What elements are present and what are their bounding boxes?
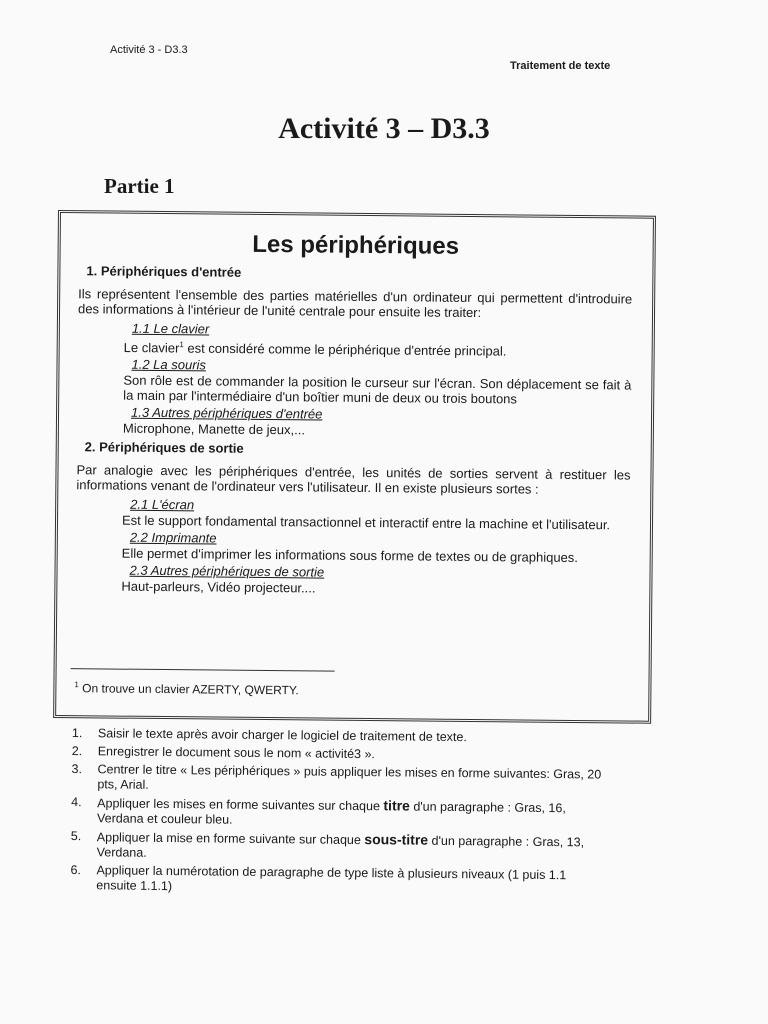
subsection-2-1-text: Est le support fondamental transactionnel et interactif entre la machine et l'utilisateur.	[121, 512, 611, 533]
header-right: Traitement de texte	[510, 60, 611, 72]
list-item: 2. Enregistrer le document sous le nom « activité3 ».	[71, 743, 376, 762]
subsection-2-3-title: 2.3 Autres périphériques de sortie	[129, 563, 325, 580]
subsection-2-2-title: 2.2 Imprimante	[129, 530, 217, 546]
footnote-ref: 1	[179, 340, 184, 350]
subsection-1-2-text: Son rôle est de commander la position le curseur sur l'écran. Son déplacement se fait à la main par l'intermédiaire d'un boîtier muni de deux ou trois boutons	[123, 372, 632, 407]
list-item: 6. Appliquer la numérotation de paragraphe de type liste à plusieurs niveaux (1 puis 1.1 ensuite 1.1.1)	[70, 862, 567, 894]
part-heading: Partie 1	[104, 174, 175, 198]
framed-text-box	[53, 210, 656, 724]
page-title: Activité 3 – D3.3	[278, 112, 490, 145]
section-1-intro: Ils représentent l'ensemble des parties matérielles d'un ordinateur qui permettent d'introduire des informations à l'intérieur de l'unité centrale pour ensuite les traiter:	[77, 286, 633, 321]
instruction-list	[70, 726, 602, 902]
list-item: 5. Appliquer la mise en forme suivante sur chaque sous-titre d'un paragraphe : Gras, 13, Verdana.	[70, 828, 585, 860]
subsection-1-3-title: 1.3 Autres périphériques d'entrée	[130, 405, 323, 422]
subsection-1-2-title: 1.2 La souris	[131, 357, 207, 373]
footnote: $^1$ On trouve un clavier AZERTY, QWERTY.	[74, 680, 299, 698]
subsection-2-2-text: Elle permet d'imprimer les informations sous forme de textes ou de graphiques.	[121, 545, 579, 566]
list-item: 1. Saisir le texte après avoir charger le logiciel de traitement de texte.	[71, 726, 467, 745]
list-item: 3. Centrer le titre « Les périphériques » puis appliquer les mises en forme suivantes: Gras, 20 pts, Arial.	[71, 761, 602, 792]
subsection-2-1-title: 2.1 L'écran	[130, 497, 195, 513]
subsection-1-1-title: 1.1 Le clavier	[131, 320, 210, 337]
footnote-separator	[71, 668, 335, 672]
subsection-2-3-text: Haut-parleurs, Vidéo projecteur....	[121, 578, 316, 596]
subsection-1-1-text: Le clavier$^1$ est considéré comme le périphérique d'entrée principal.	[123, 339, 507, 359]
list-item: 4. Appliquer les mises en forme suivantes sur chaque titre d'un paragraphe : Gras, 16, Verdana et couleur bleu.	[71, 794, 566, 827]
section-2-intro: Par analogie avec les périphériques d'entrée, les unités de sorties servent à restituer les informations venant de l'ordinateur vers l'utilisateur. Il en existe plusieurs sortes :	[76, 462, 631, 497]
subsection-1-3-text: Microphone, Manette de jeux,...	[122, 420, 306, 438]
section-1-heading: 1. Périphériques d'entrée	[86, 263, 242, 280]
section-2-heading: 2. Périphériques de sortie	[84, 439, 244, 457]
header-left: Activité 3 - D3.3	[110, 44, 188, 56]
box-title: Les périphériques	[252, 230, 460, 260]
